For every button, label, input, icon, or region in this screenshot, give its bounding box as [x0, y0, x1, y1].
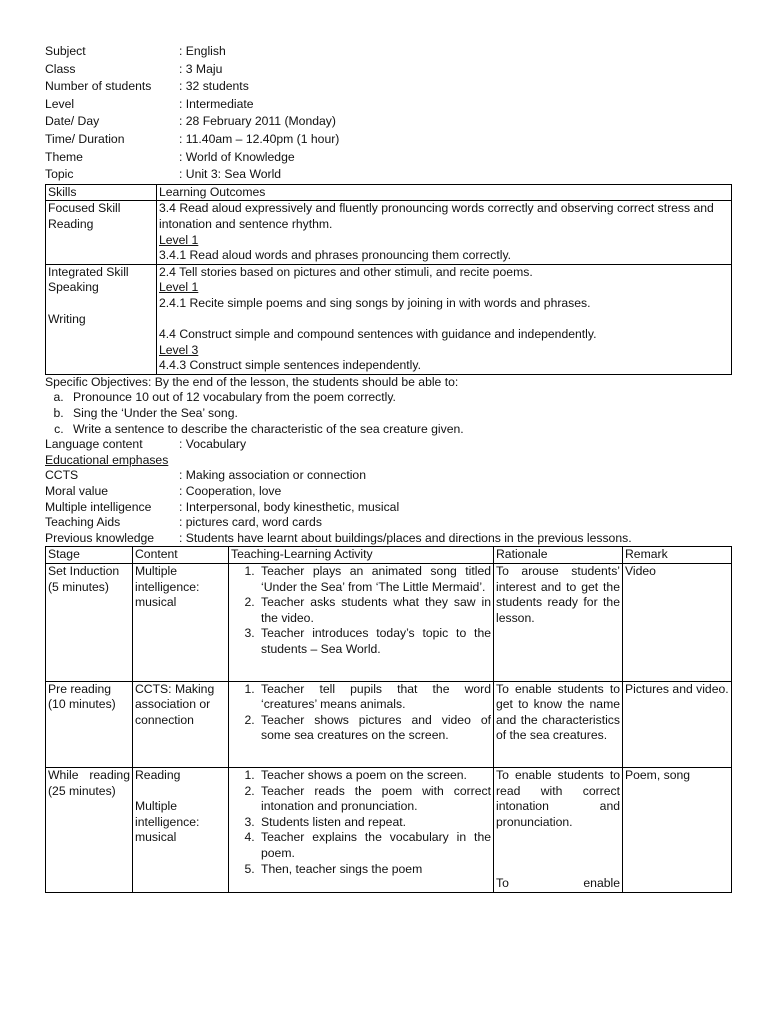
header-value: : Intermediate — [179, 96, 254, 111]
skills-header: Skills — [46, 184, 157, 201]
header-value: : 32 students — [179, 79, 249, 94]
header-value: : Unit 3: Sea World — [179, 167, 282, 182]
learning-outcome: 4.4 Construct simple and compound sentences with guidance and independently. — [159, 327, 597, 342]
objectives-list — [45, 390, 731, 437]
stage-row-set-induction — [46, 564, 732, 682]
stage-cell: Pre reading (10 minutes) — [46, 681, 133, 767]
lesson-plan-page — [45, 43, 731, 893]
header-label: Subject — [45, 44, 86, 58]
focused-skill-row — [46, 201, 732, 264]
lesson-header — [45, 43, 731, 184]
header-label: Level — [45, 96, 75, 111]
activity-list — [231, 682, 491, 744]
level-label: Level 3 — [159, 342, 199, 357]
activity-item: 5. Then, teacher sings the poem — [258, 862, 491, 878]
header-label: Class — [45, 61, 76, 76]
activity-item: 3. Teacher introduces today’s topic to the students – Sea World. — [258, 626, 491, 657]
activity-item: 2. Teacher shows pictures and video of some sea creatures on the screen. — [258, 713, 491, 744]
activity-item: 1. Teacher tell pupils that the word ‘creatures’ means animals. — [258, 682, 491, 713]
detail-value: : Interpersonal, body kinesthetic, musical — [179, 499, 400, 514]
rationale-cell: To enable students to read with correct intonation and pronunciation. — [496, 767, 620, 829]
header-value: : English — [179, 44, 226, 58]
stage-cell: Set Induction (5 minutes) — [46, 564, 133, 682]
content-cell: Multiple intelligence: musical — [135, 799, 200, 845]
educational-emphases-heading: Educational emphases — [45, 452, 169, 467]
stage-cell: While reading (25 minutes) — [46, 767, 133, 892]
objectives-intro: Specific Objectives: By the end of the lesson, the students should be able to: — [45, 374, 459, 389]
moral-value-row — [45, 484, 731, 500]
level-label: Level 1 — [159, 232, 199, 247]
focused-skill-label: Focused Skill — [48, 201, 121, 216]
integrated-skill-label: Integrated Skill — [48, 264, 129, 279]
rationale-cell: To enable — [496, 876, 620, 891]
stage-table-header — [46, 547, 732, 564]
header-value: : 3 Maju — [179, 61, 223, 76]
header-value: : 11.40am – 12.40pm (1 hour) — [179, 131, 340, 146]
integrated-skill-writing: Writing — [48, 311, 86, 326]
detail-value: : Making association or connection — [179, 468, 366, 483]
learning-outcome: 3.4.1 Read aloud words and phrases pronouncing them correctly. — [159, 248, 512, 263]
content-cell: CCTS: Making association or connection — [133, 681, 229, 767]
integrated-skill-speaking: Speaking — [48, 280, 99, 295]
learning-outcome: 2.4.1 Recite simple poems and sing songs by joining in with words and phrases. — [159, 295, 591, 310]
header-row-subject — [45, 43, 731, 61]
remark-cell: Poem, song — [623, 767, 732, 892]
detail-value: : Students have learnt about buildings/places and directions in the previous lessons. — [179, 530, 632, 545]
activity-item: 2. Teacher reads the poem with correct intonation and pronunciation. — [258, 784, 491, 815]
header-row-topic — [45, 166, 731, 184]
header-label: Number of students — [45, 79, 152, 94]
ccts-row — [45, 468, 731, 484]
integrated-skill-row — [46, 264, 732, 374]
header-value: : World of Knowledge — [179, 149, 295, 164]
rationale-cell: To arouse students’ interest and to get the students ready for the lesson. — [494, 564, 623, 682]
header-row-date — [45, 113, 731, 131]
objective-item: a. Pronounce 10 out of 12 vocabulary from the poem correctly. — [67, 390, 731, 406]
detail-label: Multiple intelligence — [45, 499, 152, 514]
header-label: Theme — [45, 149, 83, 164]
outcomes-header: Learning Outcomes — [157, 184, 732, 201]
stage-row-pre-reading — [46, 681, 732, 767]
header-row-class — [45, 61, 731, 79]
remark-header: Remark — [623, 547, 732, 564]
specific-objectives — [45, 375, 731, 437]
stage-table — [45, 546, 732, 893]
activity-list — [231, 564, 491, 658]
header-row-students — [45, 78, 731, 96]
rationale-header: Rationale — [494, 547, 623, 564]
stage-header: Stage — [46, 547, 133, 564]
skills-table — [45, 184, 732, 375]
remark-cell: Video — [623, 564, 732, 682]
activity-list — [231, 768, 491, 877]
detail-value: : Vocabulary — [179, 437, 247, 452]
multiple-intelligence-row — [45, 500, 731, 516]
activity-item: 4. Teacher explains the vocabulary in the poem. — [258, 830, 491, 861]
stage-row-while-reading — [46, 767, 732, 892]
header-label: Time/ Duration — [45, 131, 125, 146]
content-cell: Reading — [135, 767, 181, 782]
header-row-time — [45, 131, 731, 149]
activity-header: Teaching-Learning Activity — [229, 547, 494, 564]
remark-cell: Pictures and video. — [623, 681, 732, 767]
header-label: Date/ Day — [45, 114, 100, 129]
activity-item: 1. Teacher plays an animated song titled ‘Under the Sea’ from ‘The Little Mermaid’. — [258, 564, 491, 595]
focused-skill-name: Reading — [48, 216, 94, 231]
detail-label: Previous knowledge — [45, 530, 155, 545]
skills-table-header — [46, 184, 732, 201]
content-header: Content — [133, 547, 229, 564]
activity-item: 1. Teacher shows a poem on the screen. — [258, 768, 491, 784]
activity-item: 3. Students listen and repeat. — [258, 815, 491, 831]
detail-value: : Cooperation, love — [179, 484, 282, 499]
objective-item: b. Sing the ‘Under the Sea’ song. — [67, 406, 731, 422]
activity-item: 2. Teacher asks students what they saw in the video. — [258, 595, 491, 626]
header-row-theme — [45, 149, 731, 167]
learning-outcome: 4.4.3 Construct simple sentences independently. — [159, 358, 421, 373]
rationale-cell: To enable students to get to know the name and the characteristics of the sea creatures. — [496, 681, 620, 743]
detail-value: : pictures card, word cards — [179, 515, 322, 530]
detail-label: Moral value — [45, 484, 108, 499]
objective-item: c. Write a sentence to describe the characteristic of the sea creature given. — [67, 422, 731, 438]
language-content-row — [45, 437, 731, 453]
learning-outcome: 2.4 Tell stories based on pictures and other stimuli, and recite poems. — [159, 264, 533, 279]
header-row-level — [45, 96, 731, 114]
detail-label: Language content — [45, 437, 143, 452]
header-value: : 28 February 2011 (Monday) — [179, 114, 336, 129]
learning-outcome: 3.4 Read aloud expressively and fluently pronouncing words correctly and observing correct stress and intonation and sentence rhythm. — [159, 201, 714, 231]
detail-label: Teaching Aids — [45, 515, 121, 530]
previous-knowledge-row — [45, 531, 731, 547]
teaching-aids-row — [45, 515, 731, 531]
header-label: Topic — [45, 167, 74, 182]
level-label: Level 1 — [159, 280, 199, 295]
detail-label: CCTS — [45, 468, 79, 483]
lesson-details — [45, 437, 731, 546]
content-cell: Multiple intelligence: musical — [133, 564, 229, 682]
